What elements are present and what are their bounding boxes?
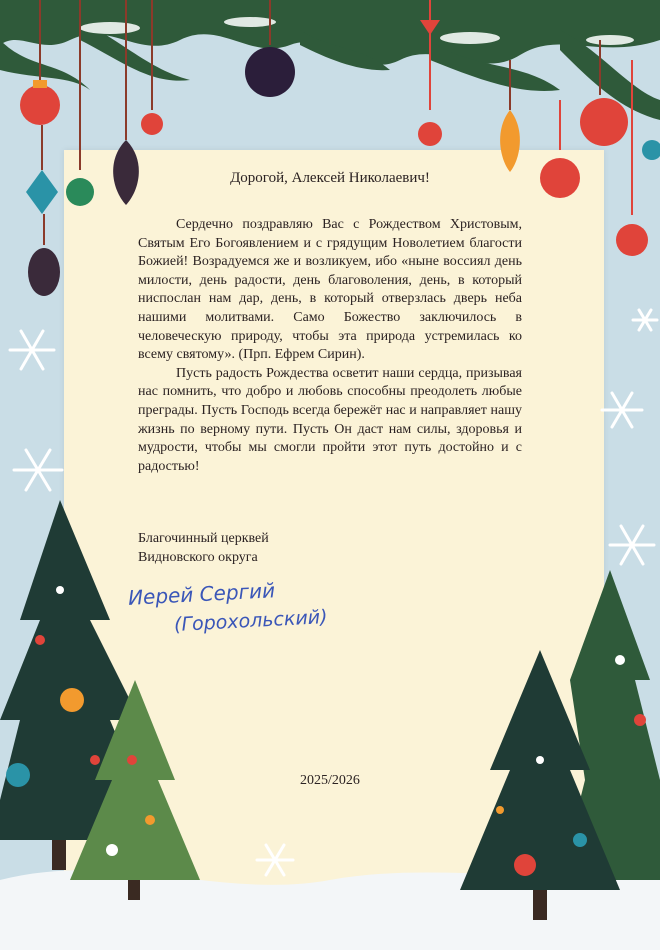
letter-paragraph-2: Пусть радость Рождества осветит наши сердца, призывая нас помнить, что добро и любовь способны преодолеть любые преграды. Пусть Господь всегда бережёт нас и направляет нашу жизнь по верному пути. Пусть Он даст нам силы, здоровья и мудрости, чтобы мы смогли пройти этот путь достойно и с радостью!: [138, 365, 522, 474]
signer-title-line-2: Видновского округа: [138, 549, 258, 565]
signature-line-1: Иерей Сергий: [127, 578, 276, 610]
letter-body: [138, 216, 522, 476]
signature-line-2: (Горохольский): [173, 605, 329, 637]
handwritten-signature: [122, 580, 392, 650]
signer-title: [138, 530, 269, 567]
letter-paragraph-1: Сердечно поздравляю Вас с Рождеством Христовым, Святым Его Богоявлением и с грядущим Новолетием благости Божией! Возрадуемся же и возликуем, ибо «ныне воссиял день милости, день радости, день благоволения, день, в который ниспослан нам дар, день, в который отверзлась дверь неба нашими молитвами. Само Божество заключилось в человеческую природу, чтобы эта природа устремилась ко всему святому». (Прп. Ефрем Сирин).: [138, 217, 522, 363]
letter-greeting: Дорогой, Алексей Николаевич!: [230, 170, 430, 186]
letter-year: 2025/2026: [300, 773, 360, 788]
signer-title-line-1: Благочинный церквей: [138, 531, 269, 546]
